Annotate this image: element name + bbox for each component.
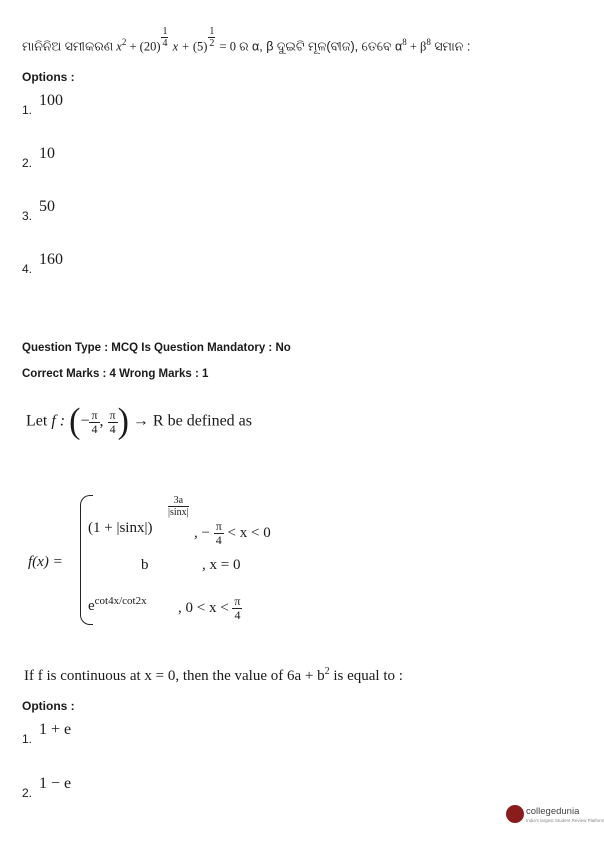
option-number: 1.: [22, 732, 33, 746]
question-1-tail: ସମାନ :: [430, 39, 471, 54]
x-term: x +: [172, 39, 190, 54]
cond-text: , 0 < x <: [178, 599, 229, 616]
continuity-tail: is equal to :: [329, 668, 403, 684]
four: 4: [91, 421, 98, 436]
base-5: (5): [192, 39, 208, 54]
pi-symbol: π: [234, 594, 241, 608]
e-exponent: cot4x/cot2x: [94, 595, 147, 607]
pi-symbol: π: [91, 407, 98, 422]
x-variable: x: [116, 39, 122, 54]
pi-symbol: π: [109, 407, 116, 422]
options-label-1: Options :: [22, 70, 75, 84]
neg-pi-over-4: [89, 409, 99, 436]
pi-over-4: [108, 409, 118, 436]
option-2-1[interactable]: [22, 721, 72, 746]
x-exponent: 2: [121, 37, 127, 48]
alpha-exponent: 8: [402, 37, 407, 48]
four: 4: [215, 533, 222, 547]
pi-symbol: π: [215, 519, 222, 533]
piece-1-exponent: [168, 495, 189, 518]
equals-zero: = 0: [219, 39, 236, 54]
option-1-3[interactable]: [22, 198, 56, 223]
four: 4: [234, 608, 241, 622]
fx-text: f(x) =: [28, 554, 63, 570]
piece-3-condition: [178, 595, 242, 622]
exponent-fraction-2: [208, 26, 215, 49]
option-value: 10: [39, 145, 56, 162]
option-1-2[interactable]: [22, 145, 56, 170]
option-2-2[interactable]: [22, 775, 72, 800]
option-value: 50: [39, 198, 56, 215]
exp1-num: 1: [162, 26, 168, 37]
exponent-fraction-1: [161, 26, 168, 49]
cond-prefix: , −: [194, 524, 210, 541]
option-value: 1 − e: [39, 775, 72, 792]
option-1-1[interactable]: [22, 92, 64, 117]
question-1-suffix: ର α, β ଦୁଇଟି ମୂଳ(ବୀଜ), ତେବେ α: [239, 39, 403, 54]
option-value: 160: [39, 251, 64, 268]
options-label-2: Options :: [22, 699, 75, 713]
let-word: Let: [26, 412, 48, 430]
question-type-line: Question Type : MCQ Is Question Mandatory : No: [22, 342, 291, 354]
exp2-den: 2: [209, 38, 215, 49]
piece-3-expression: [88, 595, 147, 615]
beta-exponent: 8: [426, 37, 431, 48]
option-number: 2.: [22, 786, 33, 800]
option-number: 3.: [22, 209, 33, 223]
option-value: 1 + e: [39, 721, 72, 738]
function-definition-line: [26, 403, 252, 441]
cond-tail: < x < 0: [227, 524, 271, 541]
exp-den: |sinx|: [168, 507, 189, 518]
option-1-4[interactable]: [22, 251, 64, 276]
logo-tagline: India's largest Student Review Platform: [526, 818, 604, 823]
plus-sign: +: [129, 39, 137, 54]
pi-over-4: [232, 595, 242, 622]
option-number: 2.: [22, 156, 33, 170]
question-1-text: [22, 26, 471, 59]
piece-2-expression: b: [141, 557, 149, 573]
comma: ,: [99, 412, 104, 430]
minus-sign: −: [80, 412, 90, 430]
piece-1-condition: [194, 520, 271, 547]
arrow-text: → R be defined as: [132, 412, 252, 430]
open-paren: (: [69, 402, 81, 441]
exp2-num: 1: [209, 26, 215, 37]
option-number: 1.: [22, 103, 33, 117]
close-paren: ): [117, 402, 129, 441]
exp1-den: 4: [162, 38, 168, 49]
marks-line: Correct Marks : 4 Wrong Marks : 1: [22, 368, 209, 380]
option-number: 4.: [22, 262, 33, 276]
plus-beta: + β: [406, 39, 427, 54]
four: 4: [109, 421, 116, 436]
piece-2-condition: , x = 0: [202, 557, 241, 573]
fx-label: [28, 554, 63, 571]
f-colon: f :: [51, 412, 66, 430]
continuity-text: If f is continuous at x = 0, then the value of 6a + b: [24, 668, 325, 684]
logo-mascot-icon: [506, 805, 524, 823]
pi-over-4: [214, 520, 224, 547]
option-value: 100: [39, 92, 64, 109]
logo-name: collegedunia: [526, 806, 580, 817]
e-base: e: [88, 598, 95, 614]
continuity-question: [24, 666, 403, 685]
base-20: (20): [139, 39, 161, 54]
collegedunia-logo[interactable]: [506, 801, 604, 827]
piece-1-expression: (1 + |sinx|): [88, 520, 153, 536]
exp-num: 3a: [173, 495, 184, 506]
b-exponent: 2: [324, 666, 330, 677]
question-1-prefix: ମାନିନିଅ ସମୀକରଣ: [22, 39, 114, 54]
